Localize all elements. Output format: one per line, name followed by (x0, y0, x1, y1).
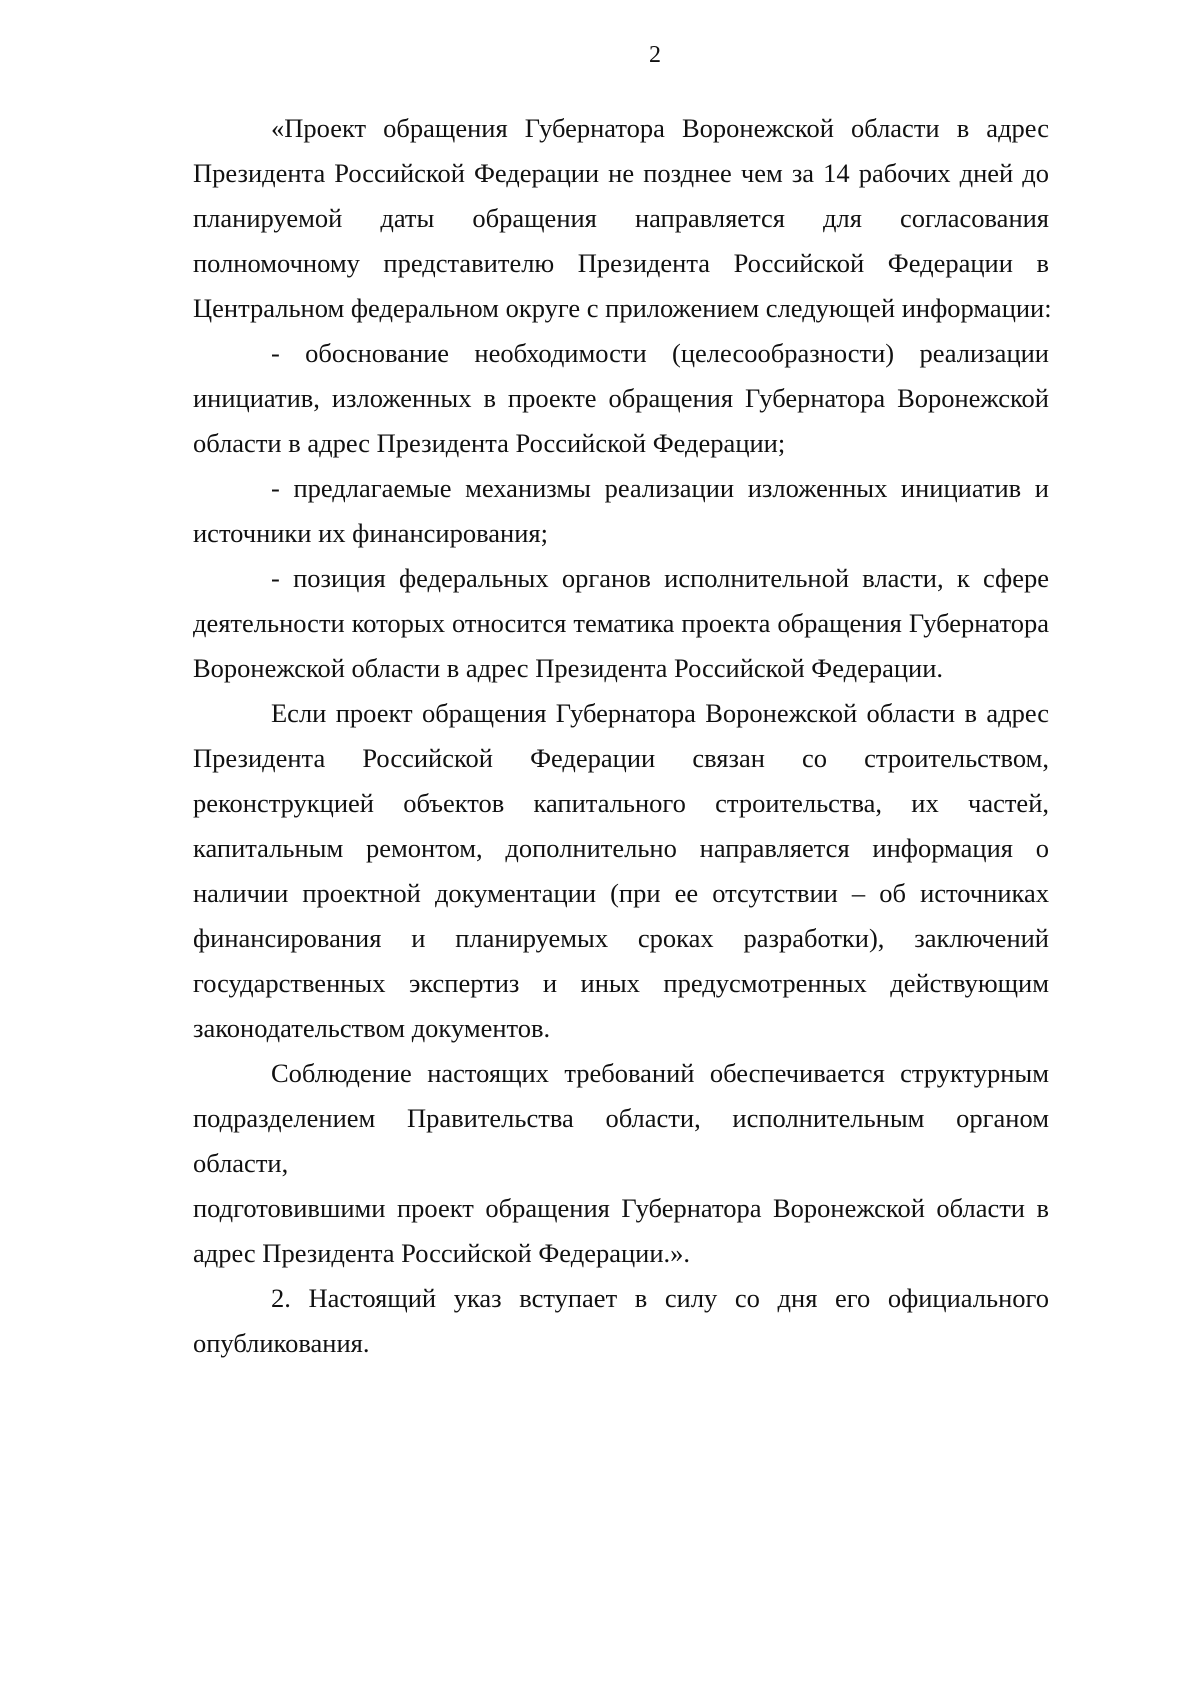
text-line: «Проект обращения Губернатора Воронежской области в адрес (271, 113, 1049, 143)
paragraph (193, 1051, 1049, 1276)
text-line: 2. Настоящий указ вступает в силу со дня его официального (271, 1283, 1049, 1313)
text-line: Президента Российской Федерации связан со строительством, (193, 743, 1049, 773)
paragraph (193, 556, 1049, 691)
text-line: инициатив, изложенных в проекте обращения Губернатора Воронежской (193, 383, 1049, 413)
text-line: планируемой даты обращения направляется для согласования (193, 203, 1049, 233)
text-line: Соблюдение настоящих требований обеспечивается структурным (271, 1058, 1049, 1088)
text-line: - позиция федеральных органов исполнительной власти, к сфере (271, 563, 1049, 593)
text-line: адрес Президента Российской Федерации.». (193, 1238, 691, 1268)
text-line: подготовившими проект обращения Губернатора Воронежской области в (193, 1193, 1049, 1223)
text-line: законодательством документов. (193, 1013, 551, 1043)
paragraph (193, 106, 1052, 331)
text-line: - обоснование необходимости (целесообразности) реализации (271, 338, 1049, 368)
paragraph (193, 331, 1049, 466)
text-line: деятельности которых относится тематика проекта обращения Губернатора (193, 608, 1049, 638)
paragraph (193, 466, 1049, 556)
text-line: области в адрес Президента Российской Федерации; (193, 428, 786, 458)
text-line: наличии проектной документации (при ее отсутствии – об источниках (193, 878, 1049, 908)
text-line: финансирования и планируемых сроках разработки), заключений (193, 923, 1049, 953)
text-line: подразделением Правительства области, исполнительным органом области, (193, 1103, 1049, 1178)
text-line: Центральном федеральном округе с приложением следующей информации: (193, 293, 1052, 323)
paragraph (193, 1276, 1049, 1366)
text-line: - предлагаемые механизмы реализации изложенных инициатив и (271, 473, 1049, 503)
paragraph (193, 691, 1049, 1051)
text-line: Если проект обращения Губернатора Воронежской области в адрес (271, 698, 1049, 728)
text-line: капитальным ремонтом, дополнительно направляется информация о (193, 833, 1049, 863)
text-line: полномочному представителю Президента Российской Федерации в (193, 248, 1049, 278)
text-line: опубликования. (193, 1328, 370, 1358)
document-body (193, 106, 1052, 1366)
text-line: государственных экспертиз и иных предусмотренных действующим (193, 968, 1049, 998)
text-line: источники их финансирования; (193, 518, 548, 548)
text-line: Президента Российской Федерации не позднее чем за 14 рабочих дней до (193, 158, 1049, 188)
text-line: Воронежской области в адрес Президента Российской Федерации. (193, 653, 944, 683)
text-line: реконструкцией объектов капитального строительства, их частей, (193, 788, 1049, 818)
page-number: 2 (649, 42, 661, 68)
